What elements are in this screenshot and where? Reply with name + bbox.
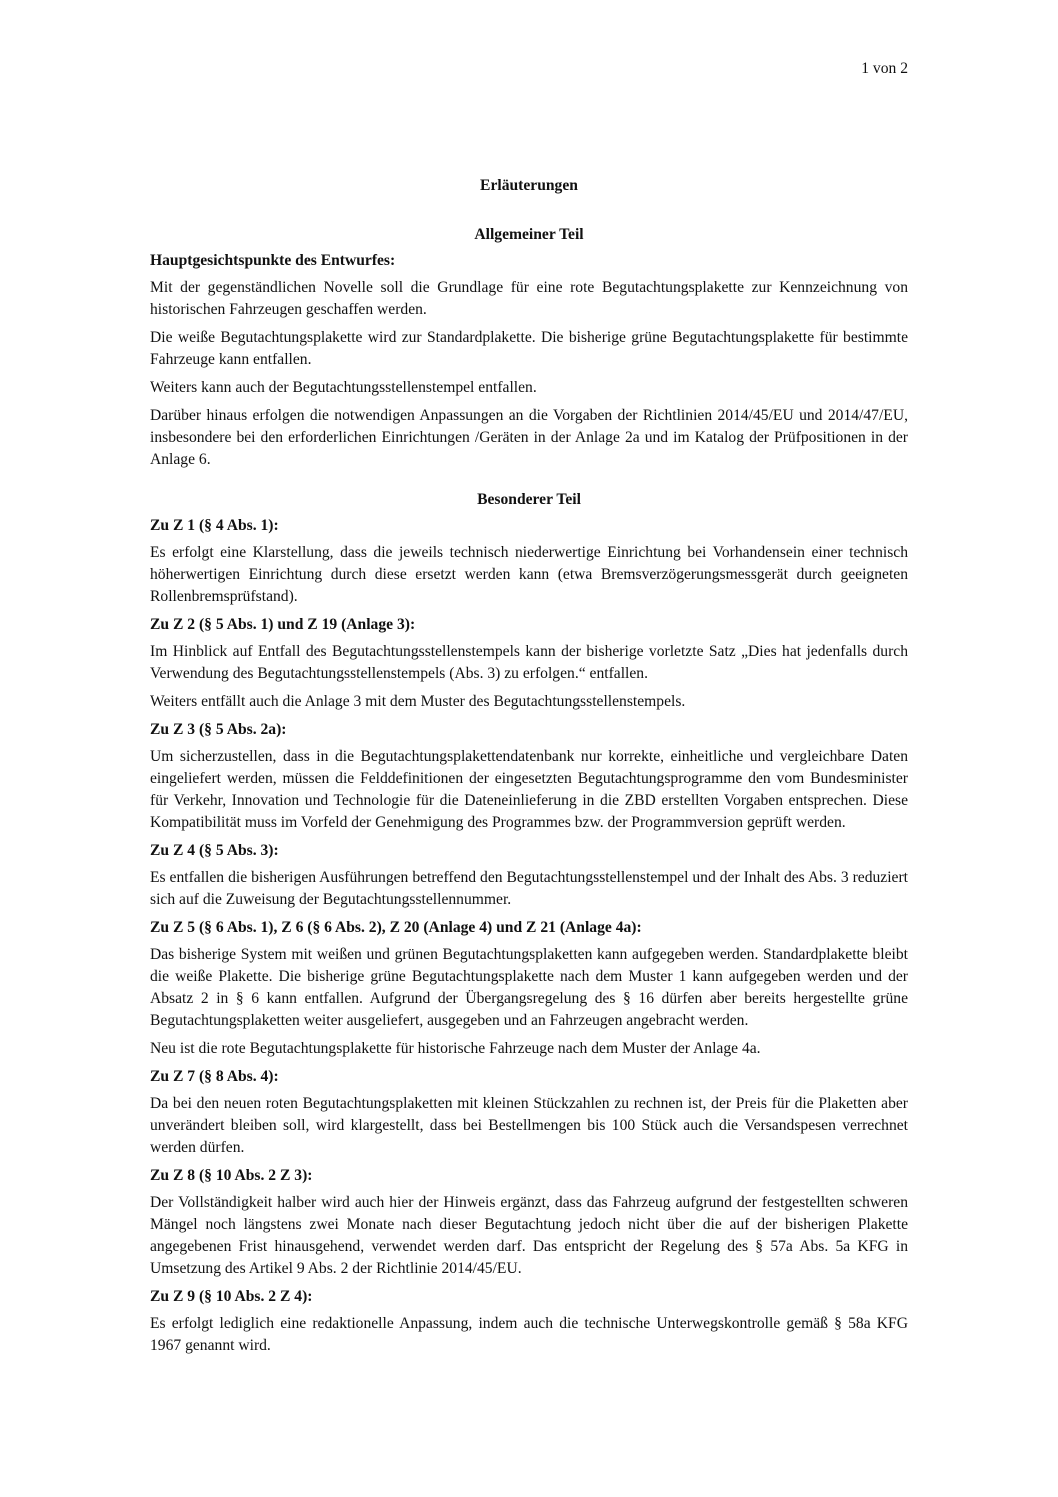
section-z9 (150, 1286, 908, 1357)
section-z2 (150, 614, 908, 713)
section-z5 (150, 917, 908, 1060)
section-heading: Zu Z 8 (§ 10 Abs. 2 Z 3): (150, 1167, 313, 1184)
paragraph: Die weiße Begutachtungsplakette wird zur Standardplakette. Die bisherige grüne Begutachtungsplakette für bestimmte Fahrzeuge kann entfallen. (150, 329, 908, 368)
paragraph: Es erfolgt eine Klarstellung, dass die jeweils technisch niederwertige Einrichtung bei Vorhandensein einer technisch höherwertigen Einrichtung durch diese ersetzt werden kann (etwa Bremsverzögerungsmessgerät durch geeigneten Rollenbremsprüfstand). (150, 544, 908, 605)
section-z4 (150, 840, 908, 911)
section-heading: Zu Z 2 (§ 5 Abs. 1) und Z 19 (Anlage 3): (150, 616, 416, 633)
paragraph: Im Hinblick auf Entfall des Begutachtungsstellenstempels kann der bisherige vorletzte Satz „Dies hat jedenfalls durch Verwendung des Begutachtungsstellenstempels (Abs. 3) zu erfolgen.“ entfallen. (150, 643, 908, 682)
section-heading: Zu Z 9 (§ 10 Abs. 2 Z 4): (150, 1288, 313, 1305)
document-title: Erläuterungen (480, 177, 578, 194)
section-heading: Zu Z 5 (§ 6 Abs. 1), Z 6 (§ 6 Abs. 2), Z 20 (Anlage 4) und Z 21 (Anlage 4a): (150, 919, 642, 936)
paragraph: Es entfallen die bisherigen Ausführungen betreffend den Begutachtungsstellenstempel und der Inhalt des Abs. 3 reduziert sich auf die Zuweisung der Begutachtungsstellennummer. (150, 869, 908, 908)
section-z3 (150, 719, 908, 834)
document-body (150, 175, 908, 1363)
section-z1 (150, 515, 908, 608)
paragraph: Weiters kann auch der Begutachtungsstellenstempel entfallen. (150, 379, 537, 396)
paragraph: Da bei den neuen roten Begutachtungsplaketten mit kleinen Stückzahlen zu rechnen ist, der Preis für die Plaketten aber unverändert bleiben soll, wird klargestellt, dass bei Bestellmengen bis 100 Stück auch die Versandspesen verrechnet werden dürfen. (150, 1095, 908, 1156)
section-heading: Zu Z 7 (§ 8 Abs. 4): (150, 1068, 279, 1085)
paragraph: Um sicherzustellen, dass in die Begutachtungsplakettendatenbank nur korrekte, einheitliche und vergleichbare Daten eingeliefert werden, müssen die Felddefinitionen der eingesetzten Begutachtungsprogramme den vom Bundesminister für Verkehr, Innovation und Technologie für die Dateneinlieferung in die ZBD erstellten Vorgaben entsprechen. Diese Kompatibilität muss im Vorfeld der Genehmigung des Programmes bzw. der Programmversion geprüft werden. (150, 748, 908, 831)
paragraph: Es erfolgt lediglich eine redaktionelle Anpassung, indem auch die technische Unterwegskontrolle gemäß § 58a KFG 1967 genannt wird. (150, 1315, 908, 1354)
section-z8 (150, 1165, 908, 1280)
paragraph: Mit der gegenständlichen Novelle soll die Grundlage für eine rote Begutachtungsplakette zur Kennzeichnung von historischen Fahrzeugen geschaffen werden. (150, 279, 908, 318)
paragraph: Darüber hinaus erfolgen die notwendigen Anpassungen an die Vorgaben der Richtlinien 2014/45/EU und 2014/47/EU, insbesondere bei den erforderlichen Einrichtungen /Geräten in der Anlage 2a und im Katalog der Prüfpositionen in der Anlage 6. (150, 407, 908, 468)
special-part-heading: Besonderer Teil (477, 491, 581, 508)
section-heading: Zu Z 4 (§ 5 Abs. 3): (150, 842, 279, 859)
paragraph: Das bisherige System mit weißen und grünen Begutachtungsplaketten kann aufgegeben werden. Standardplakette bleibt die weiße Plakette. Die bisherige grüne Begutachtungsplakette nach dem Muster 1 kann aufgegeben werden und der Absatz 2 in § 6 kann entfallen. Aufgrund der Übergangsregelung des § 16 dürfen aber bereits hergestellte grüne Begutachtungsplaketten weiter ausgeliefert, ausgegeben und an Fahrzeugen angebracht werden. (150, 946, 908, 1029)
paragraph: Weiters entfällt auch die Anlage 3 mit dem Muster des Begutachtungsstellenstempels. (150, 693, 686, 710)
general-part-heading: Allgemeiner Teil (474, 226, 584, 243)
paragraph: Der Vollständigkeit halber wird auch hier der Hinweis ergänzt, dass das Fahrzeug aufgrund der festgestellten schweren Mängel noch längstens zwei Monate nach dieser Begutachtung jedoch nicht über die auf der bisherigen Plakette angegebenen Frist hinausgehend, verwendet werden darf. Das entspricht der Regelung des § 57a Abs. 5a KFG in Umsetzung des Artikel 9 Abs. 2 der Richtlinie 2014/45/EU. (150, 1194, 908, 1277)
general-part-subheading: Hauptgesichtspunkte des Entwurfes: (150, 252, 396, 269)
paragraph: Neu ist die rote Begutachtungsplakette für historische Fahrzeuge nach dem Muster der Anlage 4a. (150, 1040, 761, 1057)
page-number: 1 von 2 (861, 60, 908, 77)
section-heading: Zu Z 1 (§ 4 Abs. 1): (150, 517, 279, 534)
section-heading: Zu Z 3 (§ 5 Abs. 2a): (150, 721, 287, 738)
section-z7 (150, 1066, 908, 1159)
